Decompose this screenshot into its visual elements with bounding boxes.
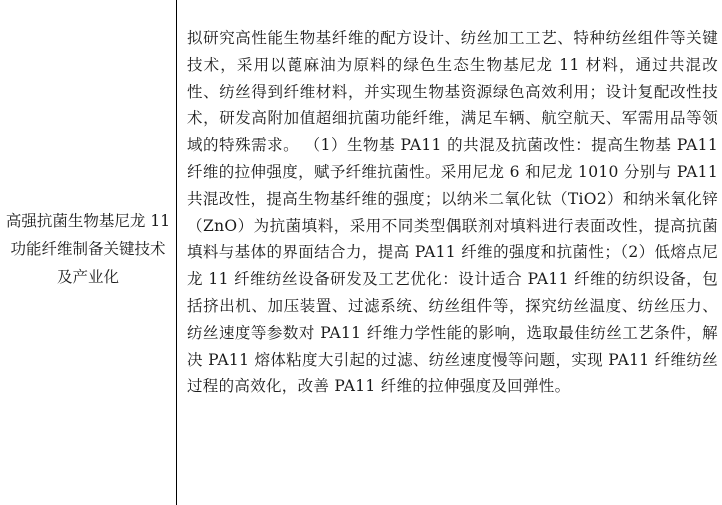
project-name-cell (0, 0, 176, 505)
research-content-text: 拟研究高性能生物基纤维的配方设计、纺丝加工工艺、特种纺丝组件等关键技术，采用以蓖麻油为原料的绿色生态生物基尼龙 11 材料，通过共混改性、纺丝得到纤维材料，并实现生物基资源绿色高效利用；设计复配改性技术，研发高附加值超细抗菌功能纤维，满足车辆、航空航天、军需用品等领域的特殊需求。 （1）生物基 PA11 的共混及抗菌改性：提高生物基 PA11 纤维的拉伸强度，赋予纤维抗菌性。采用尼龙 6 和尼龙 1010 分别与 PA11 共混改性，提高生物基纤维的强度；以纳米二氧化钛（TiO2）和纳米氧化锌（ZnO）为抗菌填料，采用不同类型偶联剂对填料进行表面改性，提高抗菌填料与基体的界面结合力，提高 PA11 纤维的强度和抗菌性；（2）低熔点尼龙 11 纤维纺丝设备研发及工艺优化：设计适合 PA11 纤维的纺织设备，包括挤出机、加压装置、过滤系统、纺丝组件等，探究纺丝温度、纺丝压力、纺丝速度等参数对 PA11 纤维力学性能的影响，选取最佳纺丝工艺条件，解决 PA11 熔体粘度大引起的过滤、纺丝速度慢等问题，实现 PA11 纤维纺丝过程的高效化，改善 PA11 纤维的拉伸强度及回弹性。 (187, 29, 718, 396)
research-content-cell (187, 25, 718, 400)
project-name: 高强抗菌生物基尼龙 11 功能纤维制备关键技术及产业化 (5, 211, 171, 286)
column-divider (176, 0, 177, 505)
